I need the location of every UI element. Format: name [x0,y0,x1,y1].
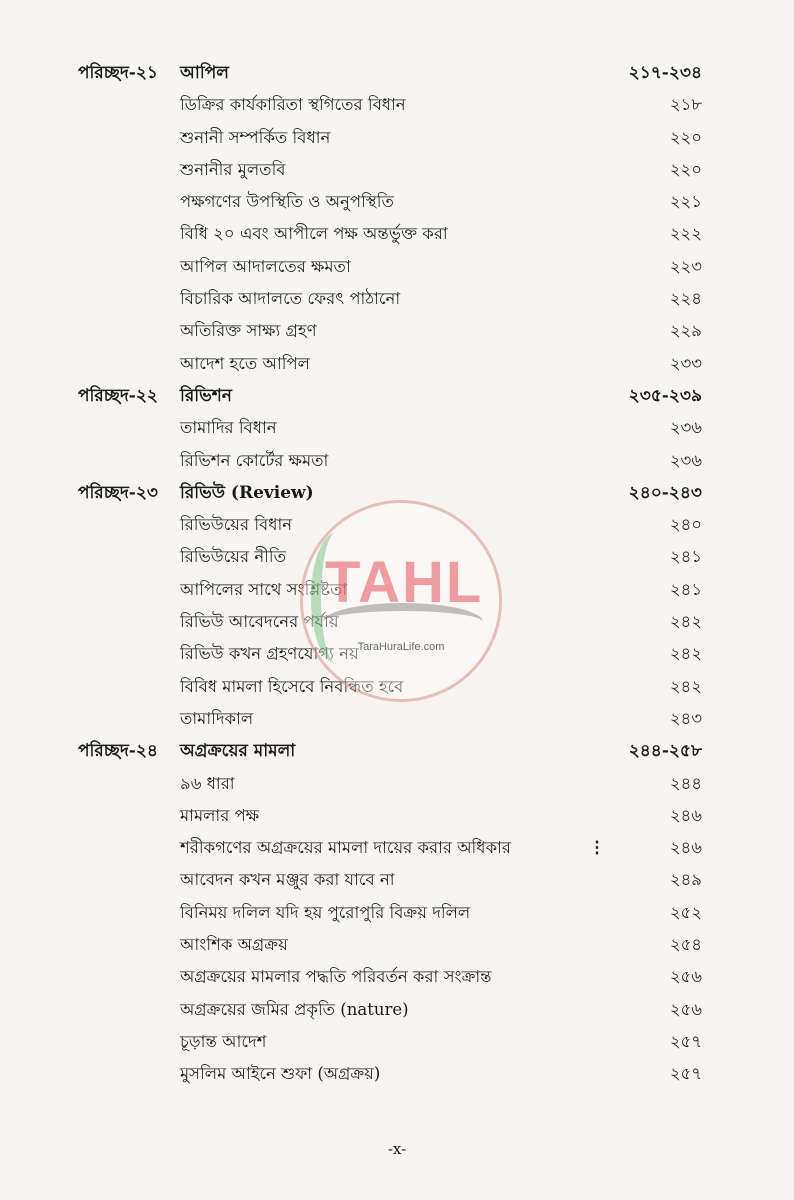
toc-entry [78,221,702,253]
toc-entry [78,544,702,576]
chapter-title: আপিল [180,63,229,83]
entry-title: বিচারিক আদালতে ফেরৎ পাঠানো [180,289,401,309]
toc-entry [78,125,702,157]
entry-page: ২৪৬ [669,805,702,825]
chapter-title: রিভিউ (Review) [180,482,314,503]
entry-title: রিভিশন কোর্টের ক্ষমতা [180,450,329,470]
chapter-heading [78,60,702,92]
entry-mark: ⋮ [588,838,606,858]
toc-entry [78,997,702,1029]
chapter-heading [78,383,702,415]
toc-entry [78,964,702,996]
toc-entry [78,286,702,318]
entry-page: ২৪২ [669,676,702,696]
chapter-label: পরিচ্ছদ-২৪ [78,741,158,762]
entry-page: ২৪১ [669,579,702,599]
entry-page: ২৪৪ [669,773,702,793]
chapter-page-range: ২৩৫-২৩৯ [628,385,702,406]
toc-entry [78,641,702,673]
entry-page: ২২৯ [669,321,702,341]
toc-entry [78,415,702,447]
toc-entry [78,609,702,641]
entry-title: আপিলের সাথে সংশ্লিষ্টতা [180,579,348,599]
chapter-page-range: ২৪০-২৪৩ [628,482,702,503]
entry-page: ২৪৩ [669,708,702,728]
toc-entry [78,674,702,706]
entry-title: বিধি ২০ এবং আপীলে পক্ষ অন্তর্ভুক্ত করা [180,224,448,244]
toc-entry [78,835,702,867]
entry-title: ডিক্রির কার্যকারিতা স্থগিতের বিধান [180,95,406,115]
entry-title: আংশিক অগ্রক্রয় [180,935,288,955]
toc-entry [78,706,702,738]
entry-title: মুসলিম আইনে শুফা (অগ্রক্রয়) [180,1064,381,1084]
entry-title: রিভিউ কখন গ্রহণযোগ্য নয় [180,644,359,664]
entry-title: পক্ষগণের উপস্থিতি ও অনুপস্থিতি [180,192,394,212]
entry-title: রিভিউয়ের নীতি [180,547,287,567]
entry-title: বিবিধ মামলা হিসেবে নিবন্ধিত হবে [180,676,404,696]
chapter-heading [78,738,702,770]
entry-title: চূড়ান্ত আদেশ [180,1031,267,1051]
toc-entry [78,512,702,544]
entry-page: ২৪৬ [669,838,702,858]
toc-entry [78,189,702,221]
entry-page: ২৫৭ [669,1064,702,1084]
chapter-label: পরিচ্ছদ-২২ [78,385,158,406]
toc-entry [78,932,702,964]
toc-entry [78,92,702,124]
chapter-page-range: ২১৭-২৩৪ [628,63,702,83]
toc-entry [78,1061,702,1093]
entry-page: ২৪০ [669,515,702,535]
entry-title: তামাদির বিধান [180,418,277,438]
entry-page: ২৪২ [669,612,702,632]
entry-page: ২৩৬ [669,418,702,438]
entry-page: ২২২ [669,224,702,244]
entry-page: ২৪২ [669,644,702,664]
entry-page: ২৩৬ [669,450,702,470]
entry-page: ২৫২ [669,902,702,922]
entry-title: শুনানীর মুলতবি [180,159,286,179]
toc-entry [78,318,702,350]
entry-page: ২৪৯ [669,870,702,890]
entry-page: ২৫৬ [669,999,702,1019]
entry-title: শুনানী সম্পর্কিত বিধান [180,127,331,147]
chapter-title: রিভিশন [180,385,232,406]
toc-entry [78,577,702,609]
entry-page: ২২০ [669,159,702,179]
page-number: -x- [387,1140,407,1158]
toc-entry [78,771,702,803]
table-of-contents [78,60,702,1094]
toc-entry [78,157,702,189]
entry-page: ২৪১ [669,547,702,567]
entry-title: আদেশ হতে আপিল [180,353,310,373]
entry-page: ২২০ [669,127,702,147]
toc-entry [78,867,702,899]
entry-title: রিভিউয়ের বিধান [180,515,293,535]
entry-title: শরীকগণের অগ্রক্রয়ের মামলা দায়ের করার অধিকার [180,838,511,858]
entry-title: বিনিময় দলিল যদি হয় পুরোপুরি বিক্রয় দলিল [180,902,471,922]
watermark-letters: TAHL [325,550,484,615]
entry-title: রিভিউ আবেদনের পর্যায় [180,612,339,632]
entry-page: ২৩৩ [669,353,702,373]
entry-page: ২৫৭ [669,1031,702,1051]
entry-title: আপিল আদালতের ক্ষমতা [180,256,351,276]
entry-title: তামাদিকাল [180,708,254,728]
entry-page: ২২১ [669,192,702,212]
entry-title: অগ্রক্রয়ের মামলার পদ্ধতি পরিবর্তন করা সংক্রান্ত [180,967,492,987]
entry-title: আবেদন কখন মঞ্জুর করা যাবে না [180,870,395,890]
toc-entry [78,803,702,835]
entry-page: ২২৪ [669,289,702,309]
entry-page: ২২৩ [669,256,702,276]
entry-title: ৯৬ ধারা [180,773,235,793]
watermark-site: TaraHuraLife.com [357,641,445,653]
toc-entry [78,351,702,383]
entry-page: ২১৮ [669,95,702,115]
toc-entry [78,900,702,932]
toc-entry [78,254,702,286]
entry-title: অগ্রক্রয়ের জমির প্রকৃতি (nature) [180,999,409,1019]
chapter-heading [78,480,702,512]
chapter-label: পরিচ্ছদ-২১ [78,63,158,83]
toc-entry [78,448,702,480]
chapter-label: পরিচ্ছদ-২৩ [78,482,158,503]
chapter-page-range: ২৪৪-২৫৮ [628,741,702,762]
entry-page: ২৫৪ [669,935,702,955]
entry-title: মামলার পক্ষ [180,805,260,825]
entry-page: ২৫৬ [669,967,702,987]
entry-title: অতিরিক্ত সাক্ষ্য গ্রহণ [180,321,317,341]
chapter-title: অগ্রক্রয়ের মামলা [180,741,296,762]
toc-entry [78,1029,702,1061]
